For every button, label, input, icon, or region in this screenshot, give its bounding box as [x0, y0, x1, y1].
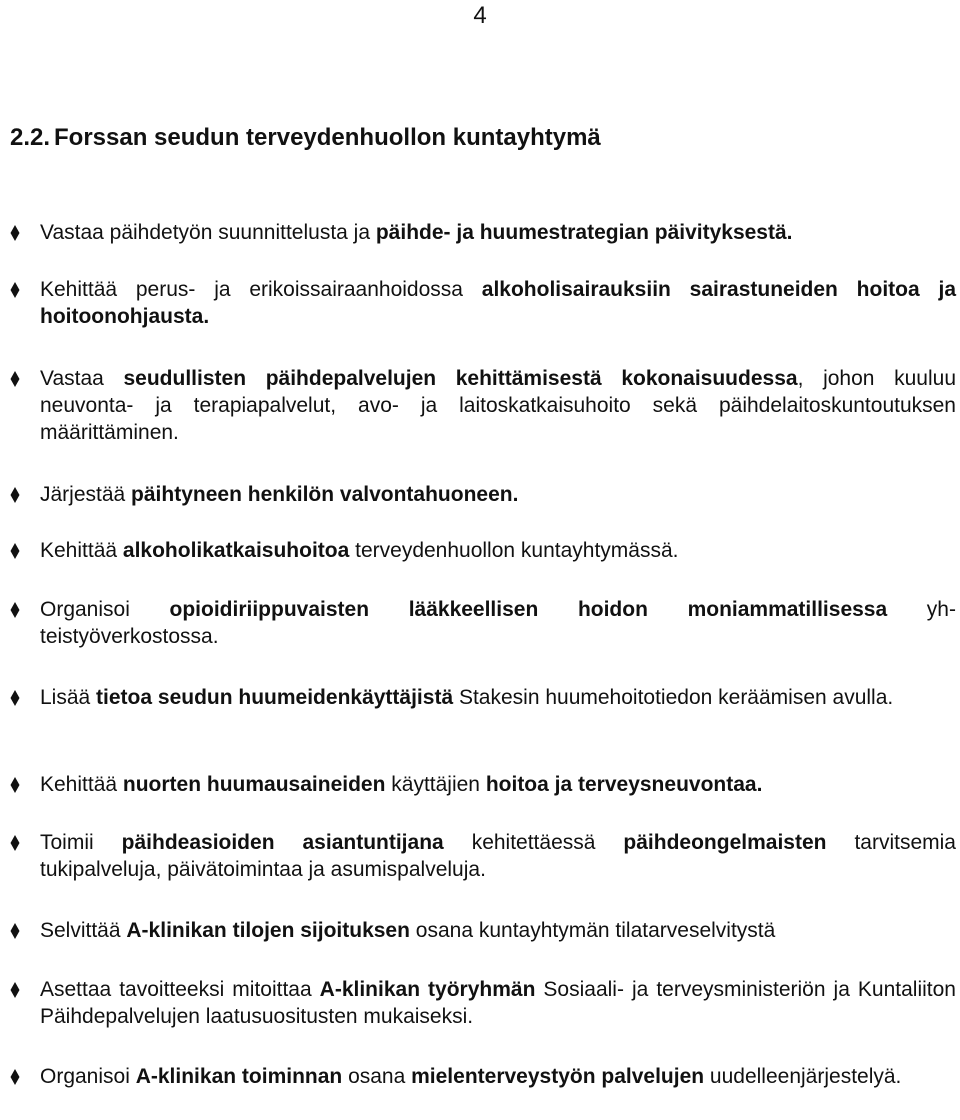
text-run: Stakesin huumehoitotiedon keräämisen avulla.: [453, 686, 894, 709]
text-run: Toimii: [40, 831, 122, 854]
section-number: 2.2.: [10, 124, 51, 151]
diamond-bullet-icon: [10, 487, 20, 503]
text-run: käyttäjien: [385, 773, 486, 796]
text-run: yhteistyöverkostossa.: [40, 598, 956, 648]
text-run: Organisoi: [40, 1065, 136, 1088]
text-run: , johon kuuluu neuvonta- ja terapiapalvelut, avo- ja laitoskatkaisuhoito sekä päihdelaitoskuntoutuksen määrittäminen.: [40, 367, 957, 444]
diamond-bullet-icon: [10, 923, 20, 939]
emphasized-text: tietoa seudun huumeidenkäyttäjistä: [96, 686, 454, 709]
list-item: [10, 537, 956, 564]
list-item: [10, 481, 956, 508]
list-item-text: [40, 596, 956, 650]
emphasized-text: A-klinikan toiminnan: [135, 1065, 343, 1088]
list-item: [10, 917, 956, 944]
list-item-text: [40, 276, 956, 330]
text-run: Kehittää perus- ja erikoissairaanhoidossa: [40, 278, 482, 301]
list-item: [10, 771, 956, 798]
text-run: Lisää: [40, 686, 97, 709]
text-run: Vastaa päihdetyön suunnittelusta ja: [40, 221, 376, 244]
list-item-text: [40, 829, 956, 883]
list-item: [10, 596, 956, 650]
emphasized-text: hoitoa ja terveysneuvontaa.: [485, 773, 763, 796]
emphasized-text: päihtyneen henkilön valvontahuoneen.: [131, 483, 519, 506]
list-item-text: [40, 365, 956, 446]
list-item-text: [40, 1063, 956, 1090]
diamond-bullet-icon: [10, 690, 20, 706]
diamond-bullet-icon: [10, 835, 20, 851]
text-run: osana: [342, 1065, 412, 1088]
diamond-bullet-icon: [10, 1069, 20, 1085]
text-run: Järjestää: [40, 483, 132, 506]
list-item-text: [40, 917, 956, 944]
text-run: Organisoi: [40, 598, 170, 621]
list-item-text: [40, 537, 956, 564]
diamond-bullet-icon: [10, 543, 20, 559]
text-run: terveydenhuollon kuntayhtymässä.: [349, 539, 679, 562]
diamond-bullet-icon: [10, 982, 20, 998]
emphasized-text: mielenterveystyön palvelujen: [411, 1065, 705, 1088]
list-item: [10, 684, 956, 711]
list-item-text: [40, 481, 956, 508]
emphasized-text: A-klinikan tilojen sijoituksen: [126, 919, 410, 942]
text-run: osana kuntayhtymän tilatarveselvitystä: [409, 919, 776, 942]
text-run: Kehittää: [40, 773, 123, 796]
diamond-bullet-icon: [10, 282, 20, 298]
emphasized-text: A-klinikan työryhmän: [319, 978, 536, 1001]
emphasized-text: opioidiriippuvaisten lääkkeellisen hoidon moniammatillisessa: [169, 598, 888, 621]
diamond-bullet-icon: [10, 602, 20, 618]
list-item-text: [40, 771, 956, 798]
text-run: uudelleenjärjestelyä.: [704, 1065, 902, 1088]
list-item-text: [40, 219, 956, 246]
emphasized-text: päihdeasioiden asiantuntijana: [121, 831, 444, 854]
diamond-bullet-icon: [10, 371, 20, 387]
list-item: [10, 365, 956, 446]
list-item: [10, 829, 956, 883]
list-item: [10, 276, 956, 330]
list-item-text: [40, 976, 956, 1030]
list-item: [10, 1063, 956, 1090]
text-run: Kehittää: [40, 539, 123, 562]
text-run: Asettaa tavoitteeksi mitoittaa: [40, 978, 320, 1001]
text-run: Selvittää: [40, 919, 127, 942]
emphasized-text: päihde- ja huumestrategian päivityksestä.: [375, 221, 793, 244]
emphasized-text: päihdeongelmaisten: [623, 831, 827, 854]
text-run: Sosiaali- ja terveysministeriön ja Kuntaliiton Päihdepalvelujen laatusuositusten mukaiseksi.: [40, 978, 956, 1028]
page-number: 4: [473, 2, 487, 29]
emphasized-text: seudullisten päihdepalvelujen kehittämisestä kokonaisuudessa: [123, 367, 798, 390]
list-item: [10, 219, 956, 246]
section-title: Forssan seudun terveydenhuollon kuntayhtymä: [54, 124, 601, 151]
emphasized-text: alkoholikatkaisuhoitoa: [122, 539, 350, 562]
diamond-bullet-icon: [10, 225, 20, 241]
list-item: [10, 976, 956, 1030]
list-item-text: [40, 684, 956, 711]
emphasized-text: alkoholisairauksiin sairastuneiden hoitoa ja hoitoonohjausta.: [40, 278, 956, 328]
emphasized-text: nuorten huumausaineiden: [122, 773, 386, 796]
diamond-bullet-icon: [10, 777, 20, 793]
text-run: Vastaa: [40, 367, 124, 390]
text-run: tarvitsemia tukipalveluja, päivätoimintaa ja asumispalveluja.: [40, 831, 956, 881]
text-run: kehitettäessä: [443, 831, 624, 854]
